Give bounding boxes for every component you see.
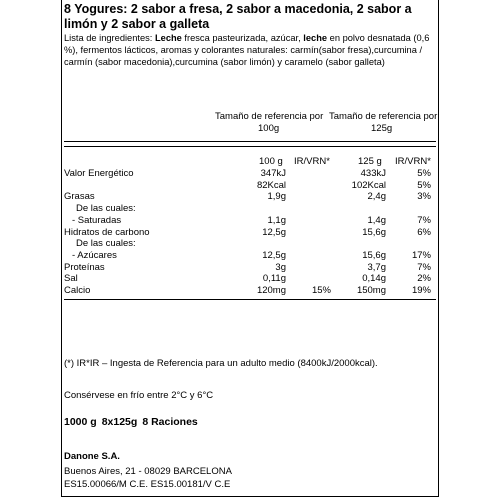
ingredients-list [64, 32, 436, 69]
nutrient-value-125g: 1,4g [367, 214, 386, 226]
header-divider-1 [64, 141, 436, 142]
nutrient-value-125g: 102Kcal [351, 179, 386, 191]
pack-portions: 8 Raciones [142, 416, 198, 428]
nutrient-ir-125g: 19% [411, 285, 431, 296]
col-125g-header: 125 g [358, 156, 382, 167]
nutrient-label: Proteínas [64, 261, 105, 273]
nutrient-ir-125g: 3% [417, 191, 431, 203]
nutrient-value-125g: 150mg [356, 285, 386, 296]
ingredient-leche-bold: Leche [154, 33, 182, 43]
company-address: Buenos Aires, 21 - 08029 BARCELONA [64, 466, 232, 477]
nutrient-label: Valor Energético [64, 168, 134, 179]
nutrient-ir-125g: 5% [417, 179, 431, 191]
nutrient-value-125g: 15,6g [362, 226, 386, 238]
ingredient-leche-bold-2: leche [303, 33, 328, 43]
ingredients-prefix: Lista de ingredientes: [64, 33, 155, 43]
nutrient-value-100g: 347kJ [260, 168, 286, 179]
nutrient-value-100g: 12,5g [262, 249, 286, 261]
nutrient-ir-100g: 15% [311, 285, 331, 296]
nutrient-ir-125g: 7% [417, 214, 431, 226]
nutrient-ir-125g: 5% [417, 168, 431, 179]
ref100-header: Tamaño de referencia por [215, 111, 324, 122]
storage-instructions: Consérvese en frío entre 2°C y 6°C [64, 390, 214, 401]
nutrient-label: De las cuales: [76, 238, 136, 250]
nutrient-value-100g: 120mg [256, 285, 286, 296]
nutrient-label: De las cuales: [76, 203, 136, 215]
ref125-unit: 125g [371, 123, 393, 134]
table-bottom-divider [64, 299, 436, 300]
nutrient-value-100g: 82Kcal [256, 179, 286, 191]
nutrient-value-125g: 0,14g [362, 273, 386, 285]
pack-info [64, 416, 203, 428]
pack-units: 8x125g [101, 416, 138, 428]
nutrient-ir-125g: 7% [417, 261, 431, 273]
nutrient-value-100g: 1,1g [267, 214, 286, 226]
nutrient-ir-125g: 17% [411, 249, 431, 261]
nutrient-label: Hidratos de carbono [64, 226, 150, 238]
ingredients-part3: en polvo desnatada (0,6 %), fermentos lácticos, aromas y colorantes naturales: carmín(sabor fresa),curcumina / carmín (sabor macedonia),curcumina (sabor limón) y caramelo (sabor galleta) [64, 33, 430, 68]
col-100g-header: 100 g [259, 156, 283, 167]
nutrient-value-125g: 433kJ [360, 168, 386, 179]
nutrient-value-125g: 3,7g [367, 261, 386, 273]
nutrient-label: Sal [64, 273, 78, 285]
product-title: 8 Yogures: 2 sabor a fresa, 2 sabor a macedonia, 2 sabor a limón y 2 sabor a galleta [64, 2, 412, 31]
nutrient-value-100g: 12,5g [262, 226, 286, 238]
nutrient-value-100g: 1,9g [267, 191, 286, 203]
nutrient-label: Grasas [64, 191, 95, 203]
nutrient-ir-125g: 6% [417, 226, 431, 238]
nutrient-value-100g: 0,11g [262, 273, 286, 285]
nutrient-value-125g: 2,4g [367, 191, 386, 203]
ref100-unit: 100g [258, 123, 280, 134]
pack-weight: 1000 g [64, 416, 97, 428]
company-registry: ES15.00066/M C.E. ES15.00181/V C.E [64, 479, 231, 490]
header-divider-2 [64, 146, 436, 147]
col-ir100-header: IR/VRN* [294, 156, 330, 167]
nutrient-value-125g: 15,6g [362, 249, 386, 261]
footnote: (*) IR*IR – Ingesta de Referencia para un adulto medio (8400kJ/2000kcal). [64, 358, 378, 369]
nutrient-value-100g: 3g [275, 261, 286, 273]
nutrient-label: - Saturadas [72, 214, 122, 226]
nutrient-label: - Azúcares [72, 249, 117, 261]
ingredients-part2: fresca pasteurizada, azúcar, [181, 33, 304, 43]
company-name: Danone S.A. [64, 451, 120, 462]
nutrient-label: Calcio [64, 285, 91, 296]
nutrient-ir-125g: 2% [417, 273, 431, 285]
col-ir125-header: IR/VRN* [395, 156, 431, 167]
ref125-header: Tamaño de referencia por [329, 111, 438, 122]
